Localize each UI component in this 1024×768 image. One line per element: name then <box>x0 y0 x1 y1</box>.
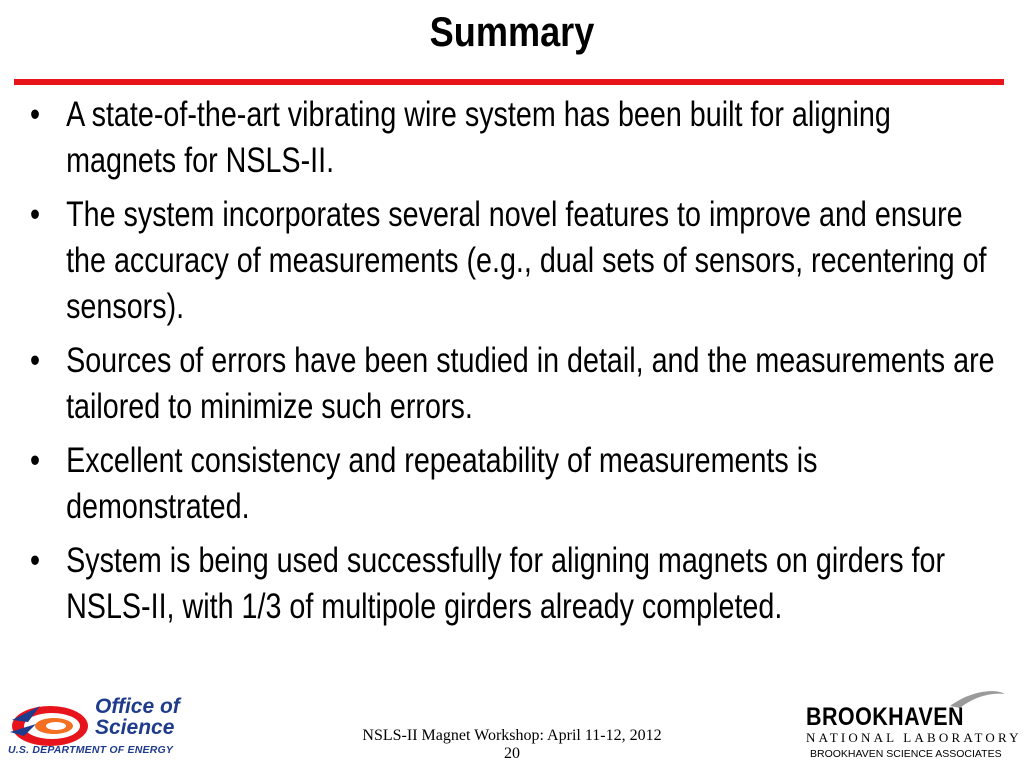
bnl-logo-assoc: BROOKHAVEN SCIENCE ASSOCIATES <box>810 748 1002 760</box>
bullet-item <box>30 92 998 184</box>
bullet-item <box>30 538 998 630</box>
bullet-item <box>30 192 998 330</box>
bullet-text: System is being used successfully for aligning magnets on girders for NSLS-II, with 1/3 of multipole girders already completed. <box>66 541 946 626</box>
bullet-text: The system incorporates several novel features to improve and ensure the accuracy of measurements (e.g., dual sets of sensors, recentering of sensors). <box>66 195 987 326</box>
slide-title: Summary <box>429 8 595 55</box>
bullet-icon: • <box>30 441 41 480</box>
bullet-item <box>30 438 998 530</box>
bnl-logo-lab: NATIONAL LABORATORY <box>806 730 1022 745</box>
bullet-item <box>30 338 998 430</box>
bullet-icon: • <box>30 341 41 380</box>
bullet-icon: • <box>30 95 41 134</box>
bullet-text: Sources of errors have been studied in detail, and the measurements are tailored to minimize such errors. <box>66 341 995 426</box>
title-divider <box>14 79 1004 85</box>
footer-event: NSLS-II Magnet Workshop: April 11-12, 2012 <box>362 727 662 744</box>
bullet-text: Excellent consistency and repeatability of measurements is demonstrated. <box>66 441 818 526</box>
bullet-list <box>30 92 998 638</box>
bullet-icon: • <box>30 195 41 234</box>
bullet-icon: • <box>30 541 41 580</box>
bnl-logo-name: BROOKHAVEN <box>806 703 964 731</box>
doe-logo-title: Office of Science <box>95 695 180 739</box>
page-number: 20 <box>504 745 520 762</box>
bullet-text: A state-of-the-art vibrating wire system has been built for aligning magnets for NSLS-II. <box>66 95 891 180</box>
doe-logo-subtitle: U.S. DEPARTMENT OF ENERGY <box>8 744 174 756</box>
